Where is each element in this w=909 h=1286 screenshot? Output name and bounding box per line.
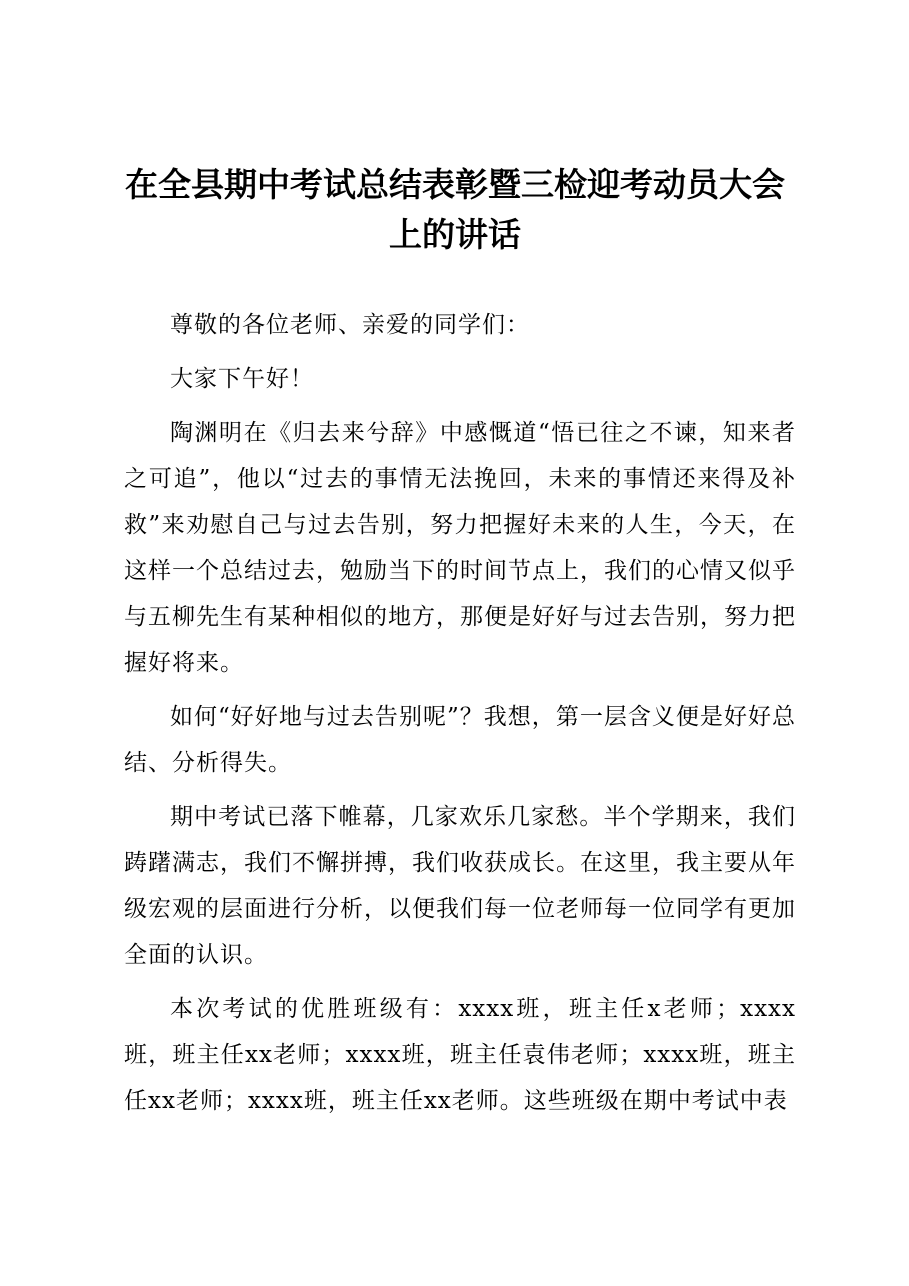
paragraph: 陶渊明在《归去来兮辞》中感慨道“悟已往之不谏，知来者之可追”，他以“过去的事情无法挽回，未来的事情还来得及补救”来劝慰自己与过去告别，努力把握好未来的人生，今天，在这样一个总结过去，勉励当下的时间节点上，我们的心情又似乎与五柳先生有某种相似的地方，那便是好好与过去告别，努力把握好将来。	[124, 420, 796, 676]
document-body	[124, 302, 796, 1132]
salutation: 尊敬的各位老师、亲爱的同学们：	[170, 312, 530, 338]
paragraph: 期中考试已落下帷幕，几家欢乐几家愁。半个学期来，我们踌躇满志，我们不懈拼搏，我们收获成长。在这里，我主要从年级宏观的层面进行分析，以便我们每一位老师每一位同学有更加全面的认识。	[124, 804, 796, 968]
document-title: 在全县期中考试总结表彰暨三检迎考动员大会上的讲话	[125, 165, 785, 254]
paragraph: 本次考试的优胜班级有：xxxx班，班主任x老师；xxxx班，班主任xx老师；xxxx班，班主任袁伟老师；xxxx班，班主任xx老师；xxxx班，班主任xx老师。这些班级在期中考试中表	[124, 996, 796, 1114]
paragraph: 如何“好好地与过去告别呢”？我想，第一层含义便是好好总结、分析得失。	[124, 704, 796, 776]
greeting: 大家下午好！	[170, 366, 314, 392]
